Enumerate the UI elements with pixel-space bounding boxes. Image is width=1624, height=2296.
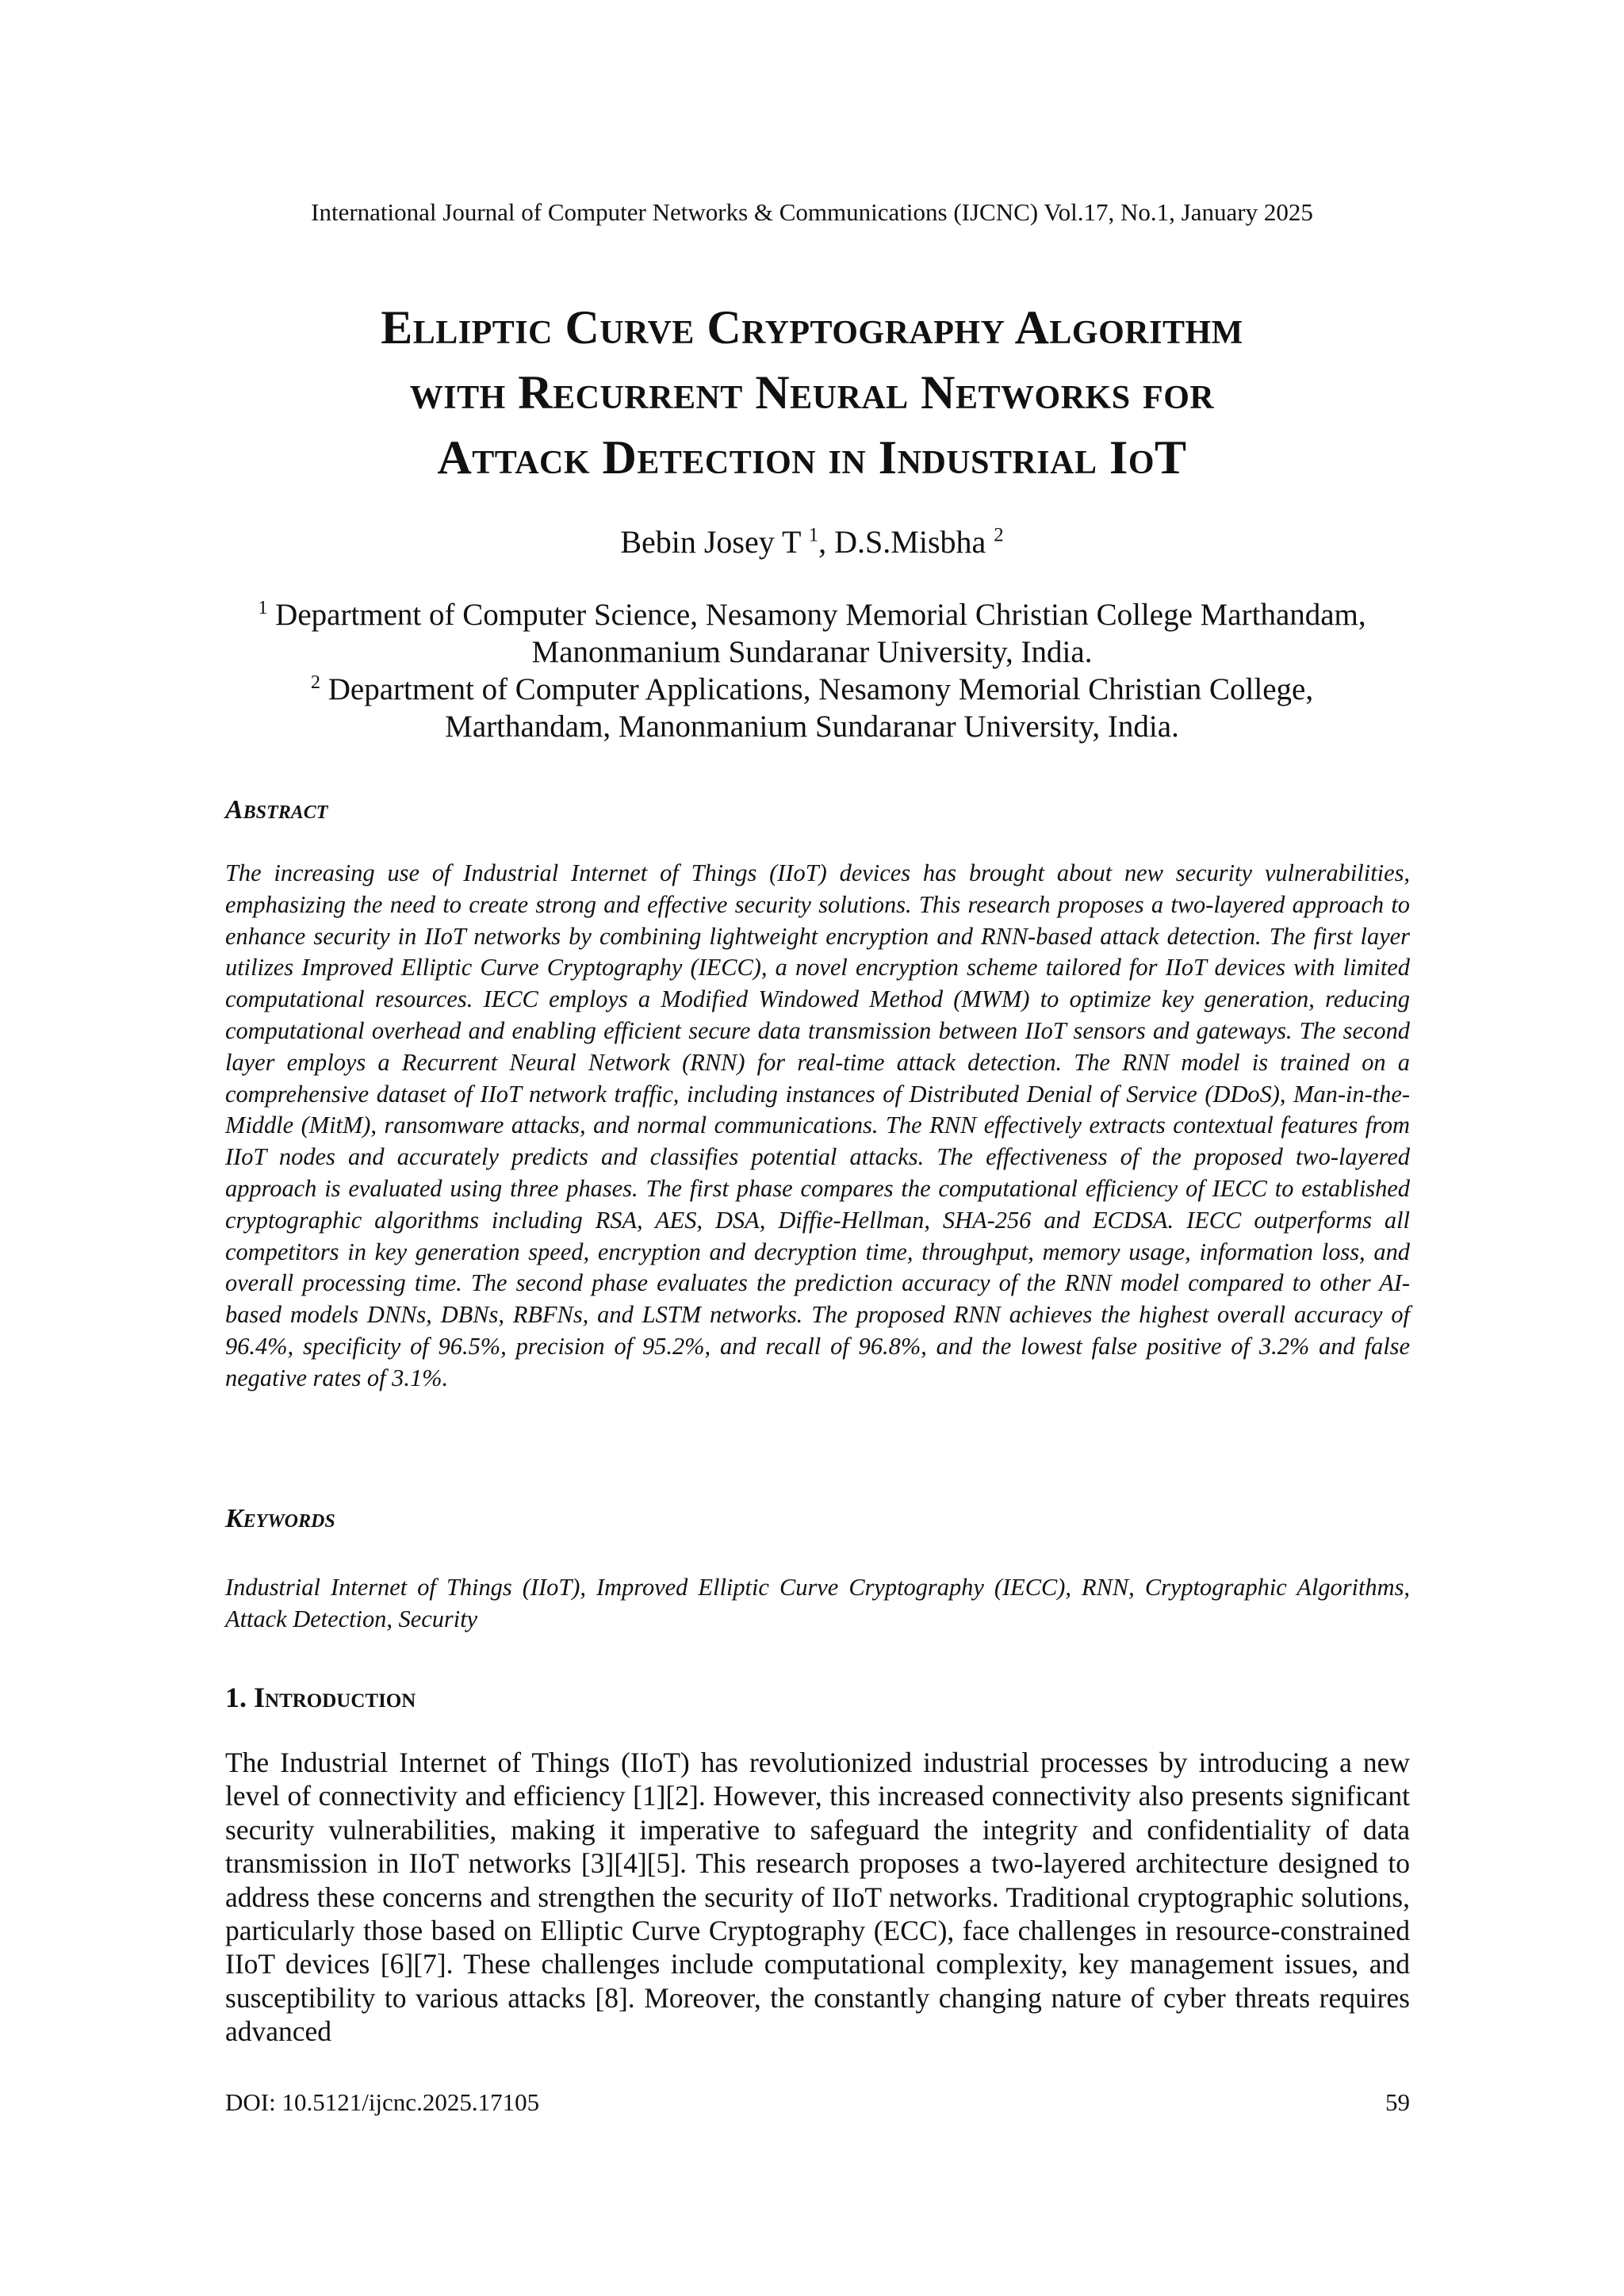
affiliation-line: $^1$ Department of Computer Science, Nesamony Memorial Christian College Marthandam, bbox=[258, 597, 1366, 632]
page-number: 59 bbox=[1385, 2088, 1410, 2116]
affiliation-line: Marthandam, Manonmanium Sundaranar University, India. bbox=[445, 710, 1179, 744]
affiliation-mark: 2 bbox=[310, 672, 320, 693]
affiliation-mark: 1 bbox=[258, 597, 268, 618]
affiliation-line: Manonmanium Sundaranar University, India. bbox=[531, 635, 1093, 669]
affiliation-line: $^2$ Department of Computer Applications, Nesamony Memorial Christian College, bbox=[310, 672, 1314, 706]
introduction-heading: 1. Introduction bbox=[225, 1682, 416, 1713]
affiliation-mark: 2 bbox=[994, 524, 1004, 546]
author-name: Bebin Josey T bbox=[620, 524, 801, 560]
abstract-body: The increasing use of Industrial Internet of Things (IIoT) devices has brought about new security vulnerabilities, emphasizing the need to create strong and effective security solutions. This research proposes a two-layered approach to enhance security in IIoT networks by combining lightweight encryption and RNN-based attack detection. The first layer utilizes Improved Elliptic Curve Cryptography (IECC), a novel encryption scheme tailored for IIoT devices with limited computational resources. IECC employs a Modified Windowed Method (MWM) to optimize key generation, reducing computational overhead and enabling efficient secure data transmission between IIoT sensors and gateways. The second layer employs a Recurrent Neural Network (RNN) for real-time attack detection. The RNN model is trained on a comprehensive dataset of IIoT network traffic, including instances of Distributed Denial of Service (DDoS), Man-in-the-Middle (MitM), ransomware attacks, and normal communications. The RNN effectively extracts contextual features from IIoT nodes and accurately predicts and classifies potential attacks. The effectiveness of the proposed two-layered approach is evaluated using three phases. The first phase compares the computational efficiency of IECC to established cryptographic algorithms including RSA, AES, DSA, Diffie-Hellman, SHA-256 and ECDSA. IECC outperforms all competitors in key generation speed, encryption and decryption time, throughput, memory usage, information loss, and overall processing time. The second phase evaluates the prediction accuracy of the RNN model compared to other AI-based models DNNs, DBNs, RBFNs, and LSTM networks. The proposed RNN achieves the highest overall accuracy of 96.4%, specificity of 96.5%, precision of 95.2%, and recall of 96.8%, and the lowest false positive of 3.2% and false negative rates of 3.1%. bbox=[225, 859, 1410, 1391]
title-line: Attack Detection in Industrial IoT bbox=[437, 431, 1187, 484]
introduction-body: The Industrial Internet of Things (IIoT) has revolutionized industrial processes by introducing a new level of connectivity and efficiency [1][2]. However, this increased connectivity also presents significant security vulnerabilities, making it imperative to safeguard the integrity and confidentiality of data transmission in IIoT networks [3][4][5]. This research proposes a two-layered architecture designed to address these concerns and strengthen the security of IIoT networks. Traditional cryptographic solutions, particularly those based on Elliptic Curve Cryptography (ECC), face challenges in resource-constrained IIoT devices [6][7]. These challenges include computational complexity, key management issues, and susceptibility to various attacks [8]. Moreover, the constantly changing nature of cyber threats requires advanced bbox=[225, 1747, 1410, 2048]
author-separator: , bbox=[818, 524, 835, 560]
doi-footer: DOI: 10.5121/ijcnc.2025.17105 bbox=[225, 2088, 540, 2116]
paper-title bbox=[190, 295, 1434, 490]
keywords-body: Industrial Internet of Things (IIoT), Improved Elliptic Curve Cryptography (IECC), RNN, Cryptographic Algorithms, Attack Detection, Security bbox=[225, 1574, 1410, 1632]
affiliations bbox=[190, 596, 1434, 745]
author-list bbox=[0, 522, 1624, 563]
abstract-heading: Abstract bbox=[225, 795, 328, 825]
running-header: International Journal of Computer Networks & Communications (IJCNC) Vol.17, No.1, January 2025 bbox=[311, 198, 1313, 226]
keywords-heading: Keywords bbox=[225, 1504, 335, 1533]
author-name: D.S.Misbha bbox=[834, 524, 986, 560]
title-line: Elliptic Curve Cryptography Algorithm bbox=[381, 301, 1243, 354]
title-line: with Recurrent Neural Networks for bbox=[409, 366, 1215, 419]
affiliation-mark: 1 bbox=[808, 524, 819, 546]
